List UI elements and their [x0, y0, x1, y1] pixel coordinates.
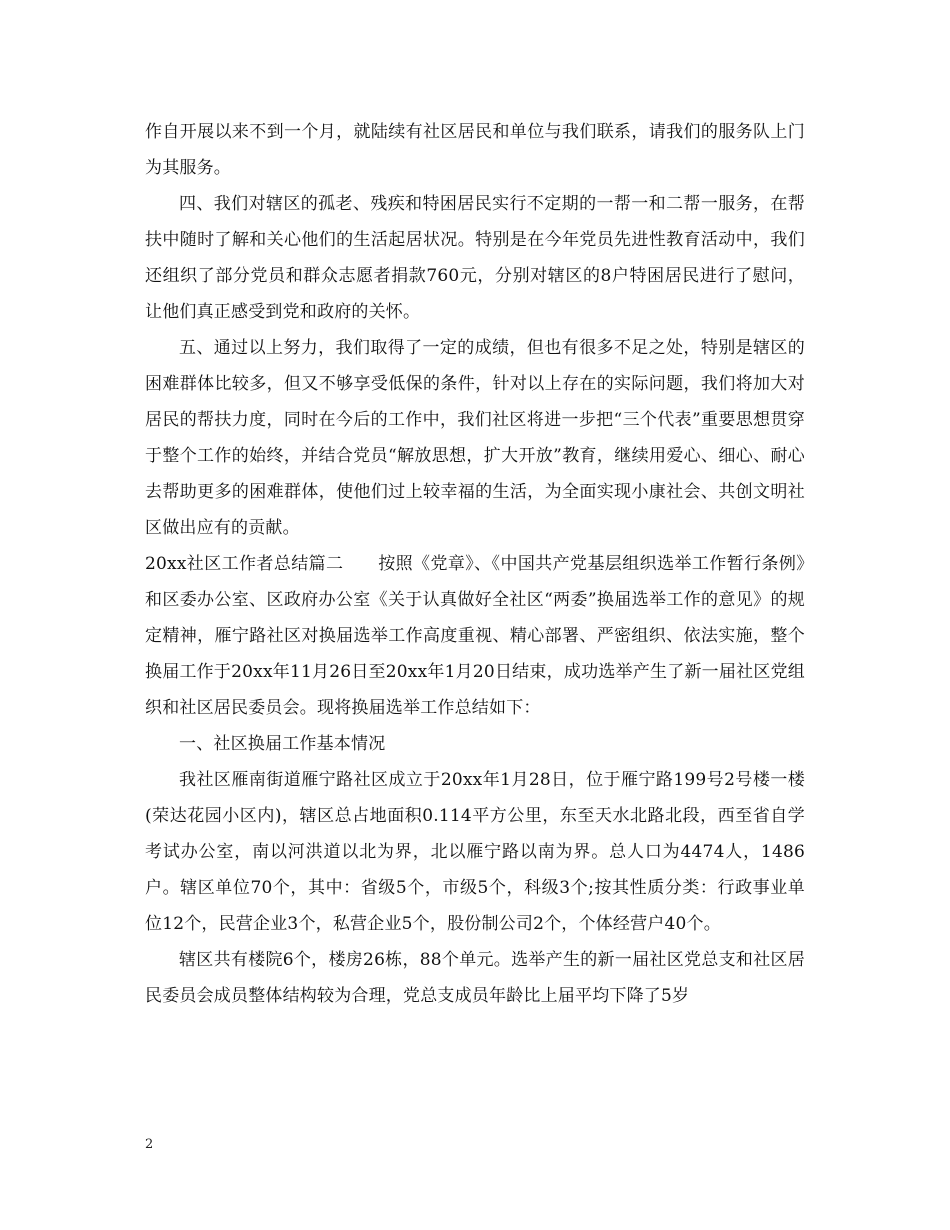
paragraph-6: 我社区雁南街道雁宁路社区成立于20xx年1月28日，位于雁宁路199号2号楼一楼(荣达花园小区内)，辖区总占地面积0.114平方公里，东至天水北路北段，西至省自学考试办公室，南以河洪道以北为界，北以雁宁路以南为界。总人口为4474人，1486户。辖区单位70个，其中：省级5个，市级5个，科级3个;按其性质分类：行政事业单位12个，民营企业3个，私营企业5个，股份制公司2个，个体经营户40个。 — [145, 770, 805, 934]
paragraph-7: 辖区共有楼院6个，楼房26栋，88个单元。选举产生的新一届社区党总支和社区居民委员会成员整体结构较为合理，党总支成员年龄比上届平均下降了5岁 — [145, 950, 805, 1006]
paragraph-4-section-heading: 20xx社区工作者总结篇二 按照《党章》、《中国共产党基层组织选举工作暂行条例》和区委办公室、区政府办公室《关于认真做好全社区“两委”换届选举工作的意见》的规定精神，雁宁路社区对换届选举工作高度重视、精心部署、严密组织、依法实施，整个换届工作于20xx年11月26日至20xx年1月20日结束，成功选举产生了新一届社区党组织和社区居民委员会。现将换届选举工作总结如下： — [145, 554, 805, 718]
paragraph-2: 四、我们对辖区的孤老、残疾和特困居民实行不定期的一帮一和二帮一服务，在帮扶中随时了解和关心他们的生活起居状况。特别是在今年党员先进性教育活动中，我们还组织了部分党员和群众志愿者捐款760元，分别对辖区的8户特困居民进行了慰问，让他们真正感受到党和政府的关怀。 — [145, 194, 805, 322]
document-body — [145, 114, 805, 1014]
paragraph-3: 五、通过以上努力，我们取得了一定的成绩，但也有很多不足之处，特别是辖区的困难群体比较多，但又不够享受低保的条件，针对以上存在的实际问题，我们将加大对居民的帮扶力度，同时在今后的工作中，我们社区将进一步把“三个代表”重要思想贯穿于整个工作的始终，并结合党员“解放思想，扩大开放”教育，继续用爱心、细心、耐心去帮助更多的困难群体，使他们过上较幸福的生活，为全面实现小康社会、共创文明社区做出应有的贡献。 — [145, 338, 805, 538]
paragraph-5-subheading: 一、社区换届工作基本情况 — [179, 734, 386, 754]
page-number: 2 — [145, 1137, 154, 1152]
paragraph-1: 作自开展以来不到一个月，就陆续有社区居民和单位与我们联系，请我们的服务队上门为其服务。 — [145, 122, 805, 178]
